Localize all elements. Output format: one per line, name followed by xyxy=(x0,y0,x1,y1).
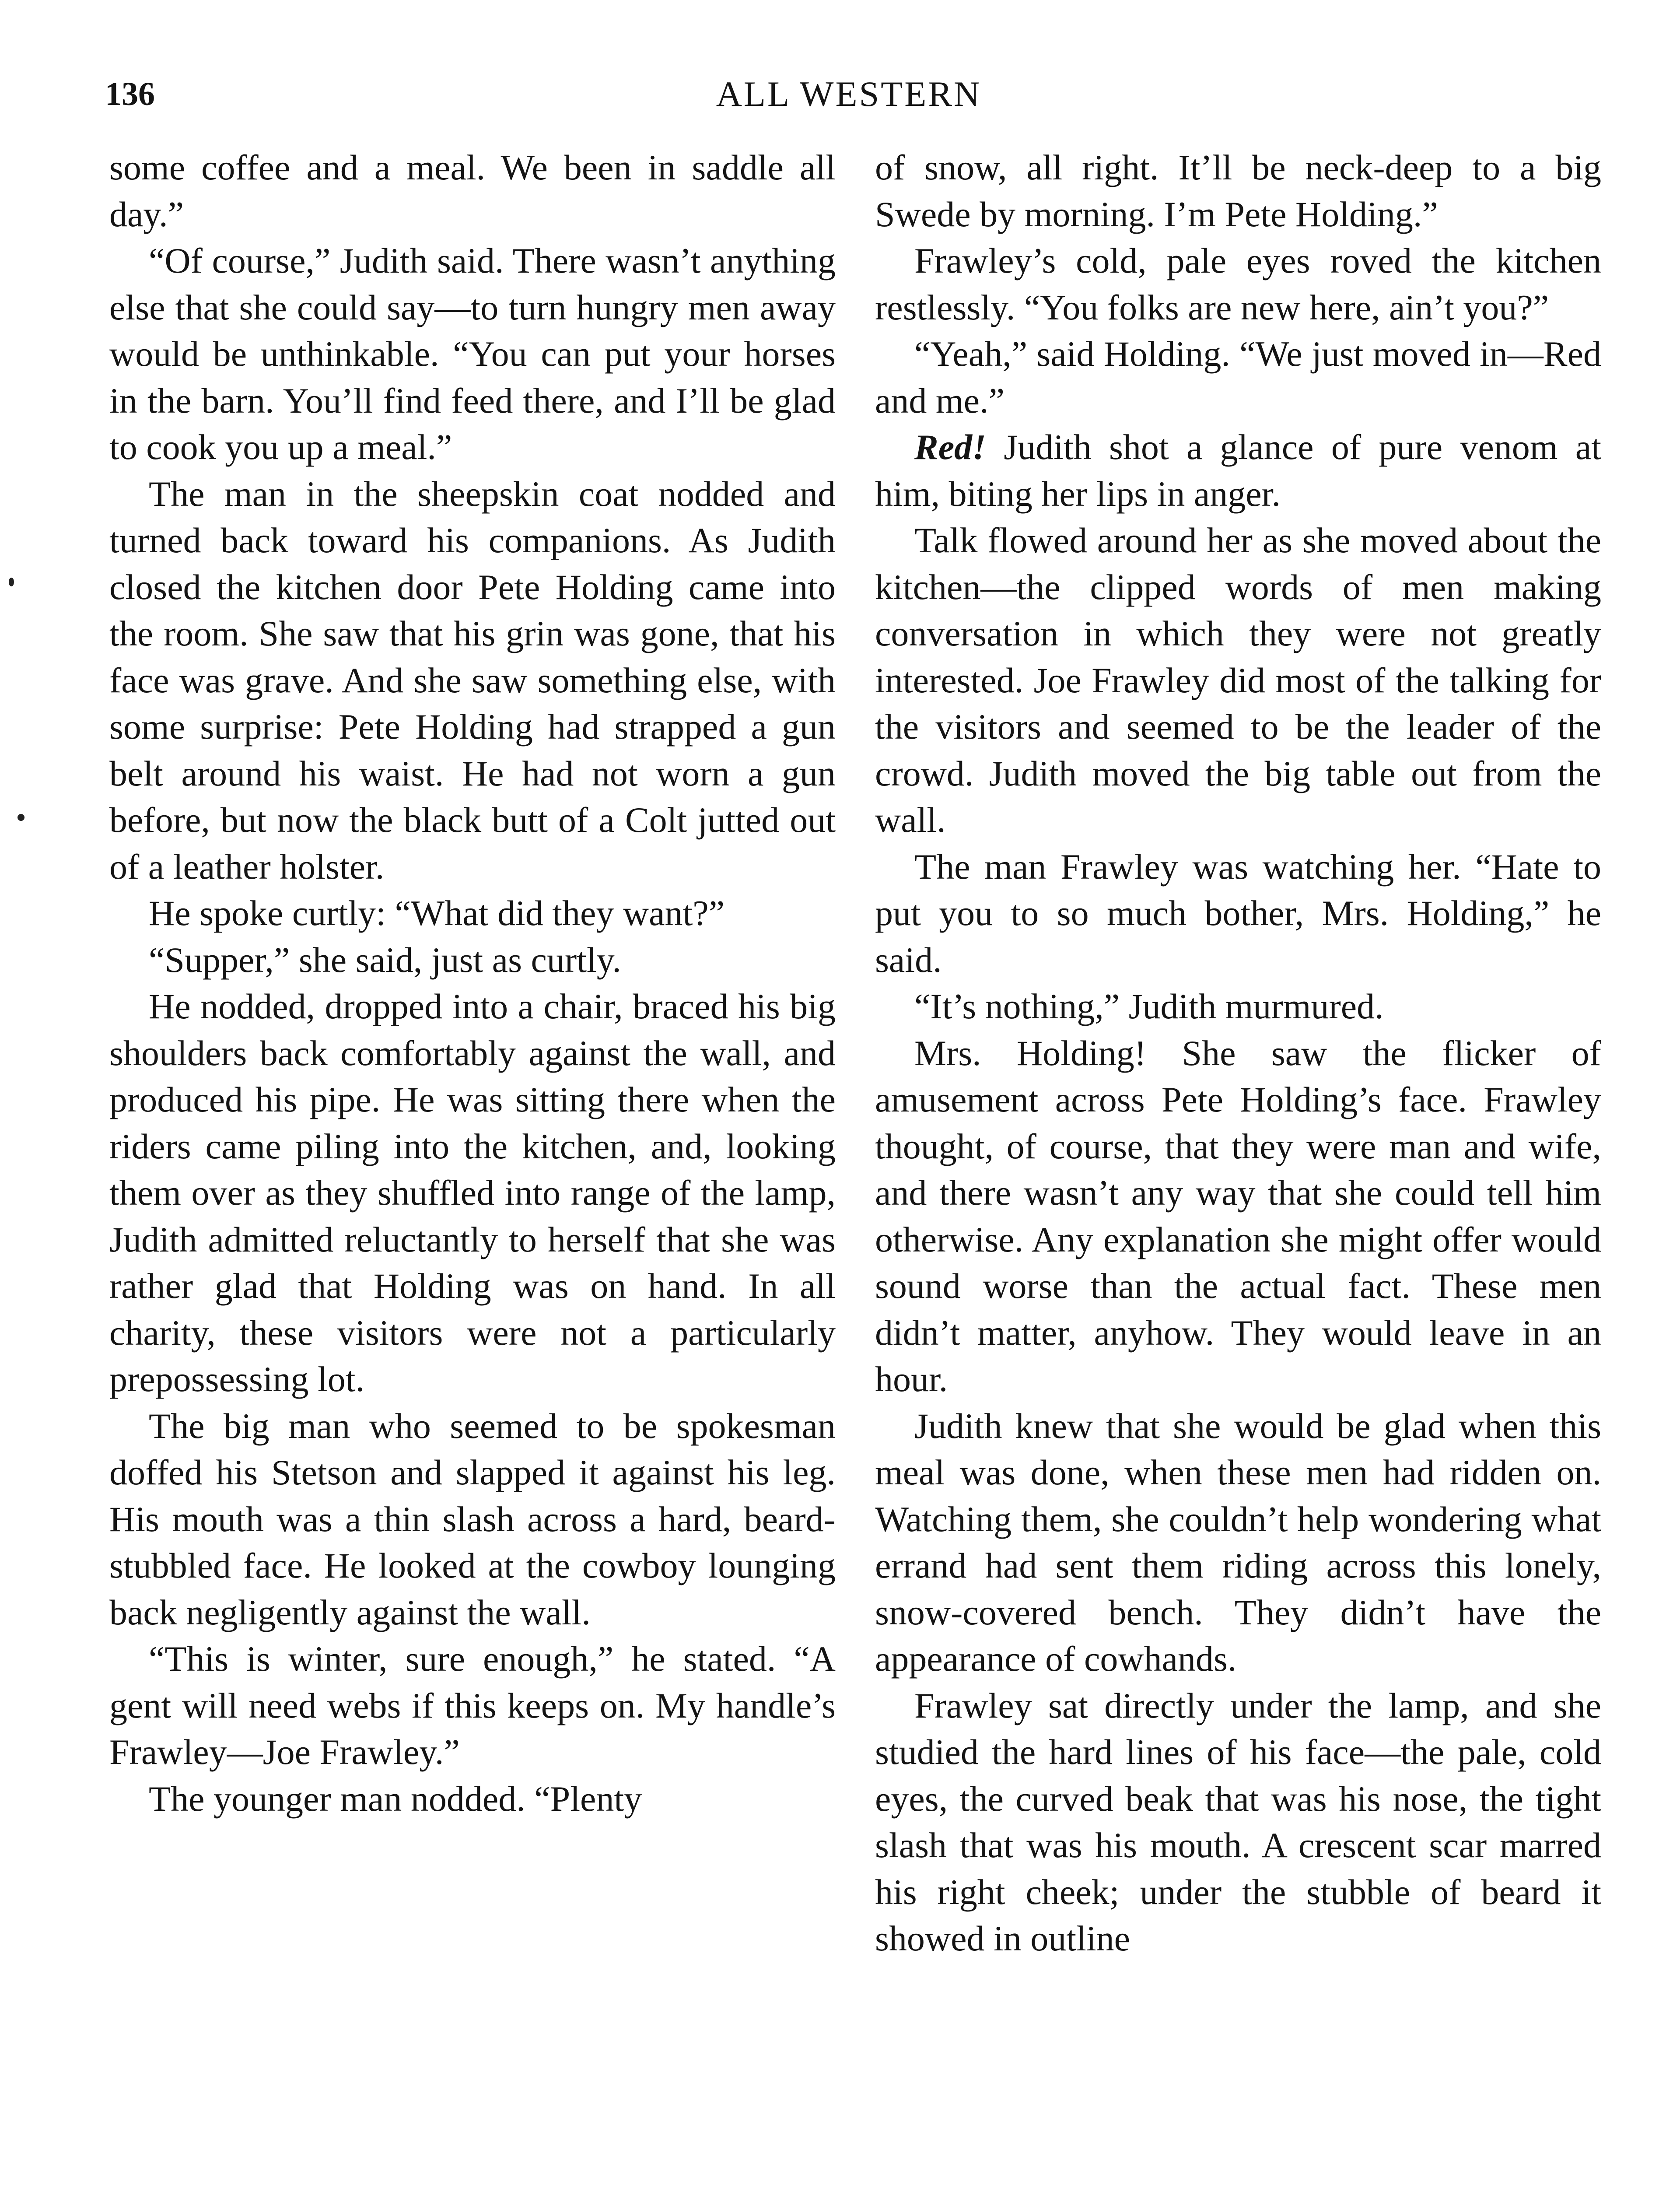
paragraph: some coffee and a meal. We been in saddle all day.” xyxy=(109,147,836,234)
paragraph-text: Judith shot a glance of pure venom at him, biting her lips in anger. xyxy=(875,427,1601,514)
left-column xyxy=(109,144,836,1822)
right-column xyxy=(875,144,1601,1962)
paragraph: The big man who seemed to be spokesman doffed his Stetson and slapped it against his leg. His mouth was a thin slash across a hard, beard-stubbled face. He looked at the cowboy lounging back negligently against the wall. xyxy=(109,1406,836,1632)
paragraph: The man Frawley was watching her. “Hate to put you to so much bother, Mrs. Holding,” he said. xyxy=(875,846,1601,980)
paragraph: “Of course,” Judith said. There wasn’t anything else that she could say—to turn hungry men away would be unthinkable. “You can put your horses in the barn. You’ll find feed there, and I’ll be glad to cook you up a meal.” xyxy=(109,241,836,467)
paragraph xyxy=(875,424,1601,517)
paragraph: The man in the sheepskin coat nodded and turned back toward his companions. As Judith closed the kitchen door Pete Holding came into the room. She saw that his grin was gone, that his face was grave. And she saw something else, with some surprise: Pete Holding had strapped a gun belt around his waist. He had not worn a gun before, but now the black butt of a Colt jutted out of a leather holster. xyxy=(109,473,836,887)
page-number: 136 xyxy=(105,76,155,112)
paragraph: “Supper,” she said, just as curtly. xyxy=(149,940,621,980)
paragraph: The younger man nodded. “Plenty xyxy=(149,1778,642,1819)
paragraph: of snow, all right. It’ll be neck-deep to a big Swede by morning. I’m Pete Holding.” xyxy=(875,147,1601,234)
scan-speck xyxy=(18,814,24,821)
paragraph: He nodded, dropped into a chair, braced his big shoulders back comfortably against the wall, and produced his pipe. He was sitting there when the riders came piling into the kitchen, and, looking them over as they shuffled into range of the lamp, Judith admitted reluctantly to herself that she was rather glad that Holding was on hand. In all charity, these visitors were not a particularly prepossessing lot. xyxy=(109,986,836,1399)
page-header xyxy=(105,66,1592,123)
paragraph: Talk flowed around her as she moved about the kitchen—the clipped words of men making conversation in which they were not greatly interested. Joe Frawley did most of the talking for the visitors and seemed to be the leader of the crowd. Judith moved the big table out from the wall. xyxy=(875,520,1601,840)
paragraph: “It’s nothing,” Judith murmured. xyxy=(914,986,1384,1026)
paragraph: Mrs. Holding! She saw the flicker of amusement across Pete Holding’s face. Frawley thought, of course, that they were man and wife, and there wasn’t any way that she could tell him otherwise. Any explanation she might offer would sound worse than the actual fact. These men didn’t matter, anyhow. They would leave in an hour. xyxy=(875,1033,1601,1399)
scan-speck xyxy=(9,578,14,586)
paragraph: Frawley’s cold, pale eyes roved the kitchen restlessly. “You folks are new here, ain’t you?” xyxy=(875,241,1601,327)
paragraph: He spoke curtly: “What did they want?” xyxy=(149,893,725,933)
emphasis-red: Red! xyxy=(914,427,986,467)
paragraph: “Yeah,” said Holding. “We just moved in—Red and me.” xyxy=(875,334,1601,421)
running-title: ALL WESTERN xyxy=(716,74,982,114)
paragraph: “This is winter, sure enough,” he stated. “A gent will need webs if this keeps on. My handle’s Frawley—Joe Frawley.” xyxy=(109,1639,836,1772)
paragraph: Judith knew that she would be glad when this meal was done, when these men had ridden on. Watching them, she couldn’t help wondering what errand had sent them riding across this lonely, snow-covered bench. They didn’t have the appearance of cowhands. xyxy=(875,1406,1601,1679)
paragraph: Frawley sat directly under the lamp, and she studied the hard lines of his face—the pale, cold eyes, the curved beak that was his nose, the tight slash that was his mouth. A crescent scar marred his right cheek; under the stubble of beard it showed in outline xyxy=(875,1685,1601,1958)
